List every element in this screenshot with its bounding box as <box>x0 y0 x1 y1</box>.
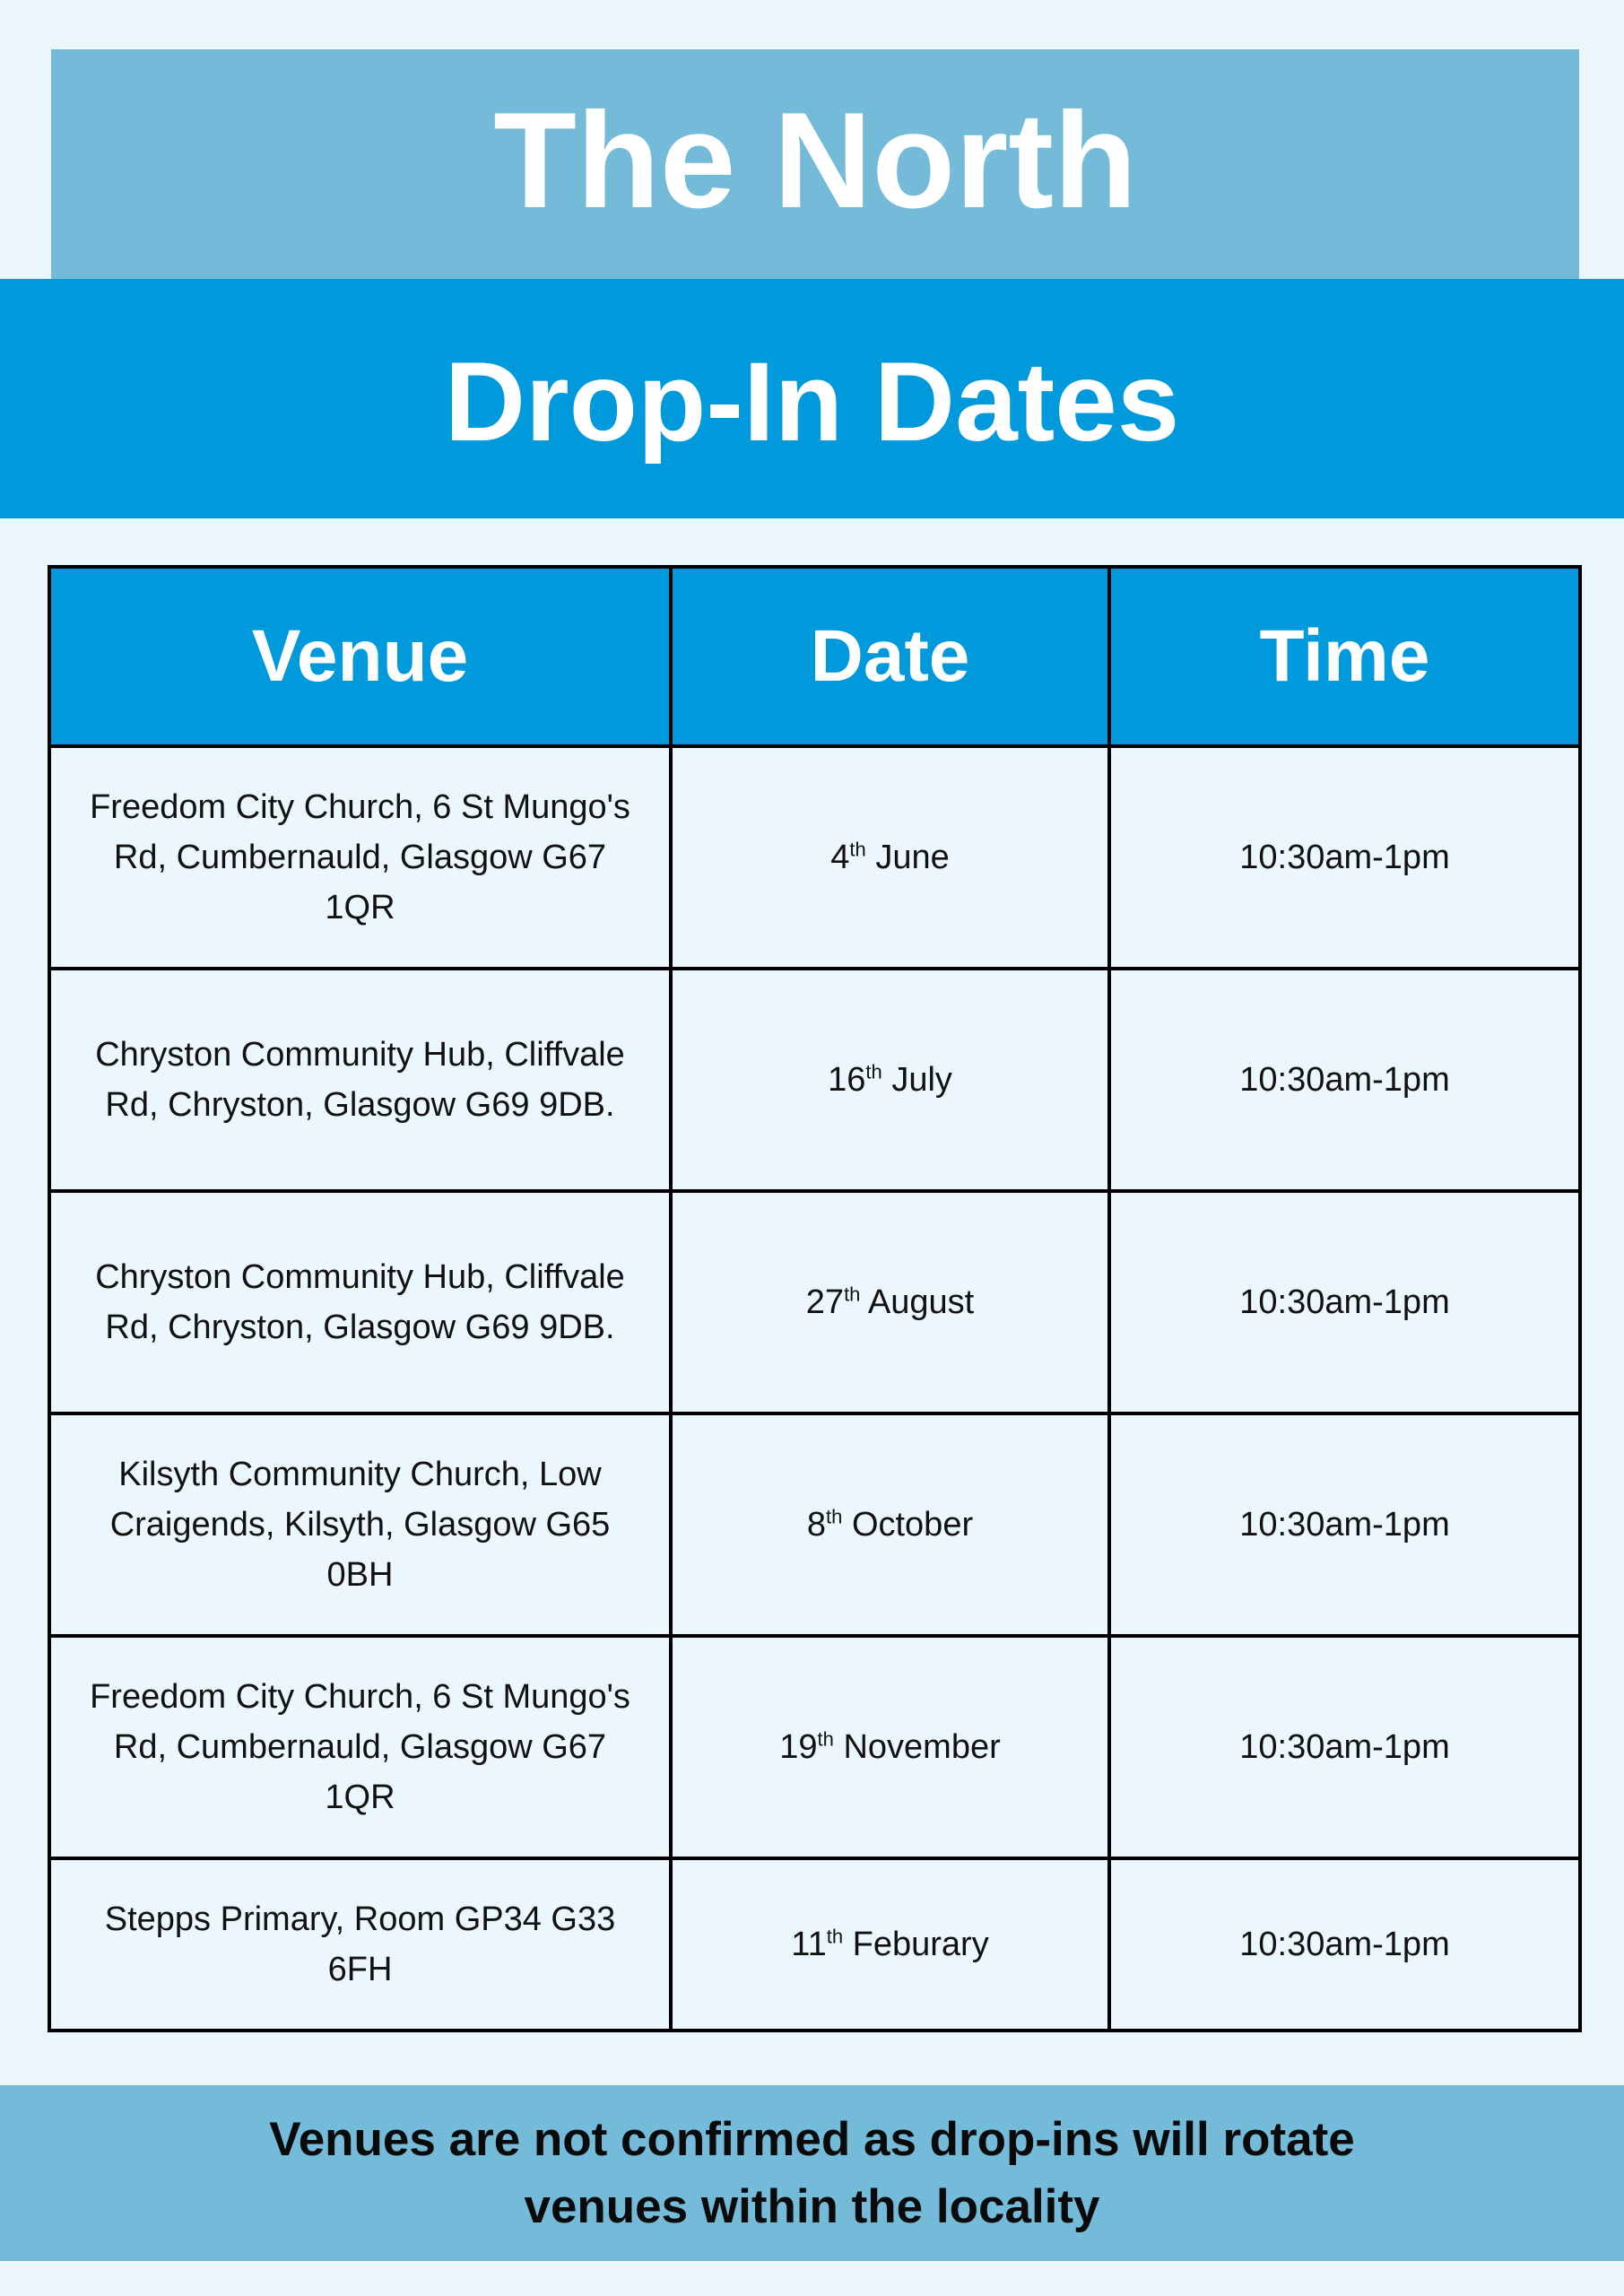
date-ordinal-suffix: th <box>865 1060 882 1083</box>
page-title: The North <box>493 83 1137 237</box>
date-ordinal-suffix: th <box>817 1727 834 1751</box>
date-ordinal-suffix: th <box>826 1925 844 1948</box>
date-month: August <box>867 1283 975 1321</box>
table-header-row <box>49 567 1580 746</box>
venue-cell: Chryston Community Hub, Cliffvale Rd, Chryston, Glasgow G69 9DB. <box>49 969 671 1191</box>
venue-cell: Stepps Primary, Room GP34 G33 6FH <box>49 1858 671 2031</box>
date-ordinal-suffix: th <box>849 838 866 861</box>
time-cell: 10:30am-1pm <box>1109 1413 1580 1636</box>
venue-cell: Kilsyth Community Church, Low Craigends, Kilsyth, Glasgow G65 0BH <box>49 1413 671 1636</box>
table-row <box>49 969 1580 1191</box>
date-month: July <box>891 1061 952 1099</box>
date-month: Feburary <box>852 1926 989 1963</box>
date-ordinal-suffix: th <box>826 1505 843 1528</box>
footer-note: Venues are not confirmed as drop-ins will rotate venues within the locality <box>269 2113 1355 2233</box>
venue-cell: Chryston Community Hub, Cliffvale Rd, Chryston, Glasgow G69 9DB. <box>49 1191 671 1413</box>
date-cell <box>671 969 1109 1191</box>
time-cell: 10:30am-1pm <box>1109 1858 1580 2031</box>
table-row <box>49 1191 1580 1413</box>
date-day: 4 <box>830 839 850 876</box>
footer-banner <box>0 2085 1624 2261</box>
venue-column-header: Venue <box>49 567 671 746</box>
date-month: November <box>843 1728 1001 1766</box>
drop-in-schedule-table <box>48 565 1582 2032</box>
table-row <box>49 1413 1580 1636</box>
date-ordinal-suffix: th <box>844 1283 861 1306</box>
date-column-header: Date <box>671 567 1109 746</box>
date-month: October <box>851 1506 974 1544</box>
time-cell: 10:30am-1pm <box>1109 1636 1580 1858</box>
date-month: June <box>875 839 950 876</box>
table-row <box>49 1858 1580 2031</box>
time-cell: 10:30am-1pm <box>1109 969 1580 1191</box>
title-banner <box>51 49 1579 280</box>
date-day: 19 <box>779 1728 818 1766</box>
venue-cell: Freedom City Church, 6 St Mungo's Rd, Cumbernauld, Glasgow G67 1QR <box>49 746 671 969</box>
venue-cell: Freedom City Church, 6 St Mungo's Rd, Cumbernauld, Glasgow G67 1QR <box>49 1636 671 1858</box>
date-cell <box>671 1191 1109 1413</box>
date-cell <box>671 1858 1109 2031</box>
date-cell <box>671 746 1109 969</box>
page-subtitle: Drop-In Dates <box>444 340 1180 465</box>
date-day: 27 <box>805 1283 845 1321</box>
date-day: 8 <box>806 1506 827 1544</box>
date-day: 16 <box>828 1061 866 1099</box>
table-row <box>49 1636 1580 1858</box>
time-column-header: Time <box>1109 567 1580 746</box>
time-cell: 10:30am-1pm <box>1109 746 1580 969</box>
date-cell <box>671 1636 1109 1858</box>
table-row <box>49 746 1580 969</box>
subtitle-banner <box>0 279 1624 518</box>
date-cell <box>671 1413 1109 1636</box>
date-day: 11 <box>791 1926 827 1963</box>
time-cell: 10:30am-1pm <box>1109 1191 1580 1413</box>
